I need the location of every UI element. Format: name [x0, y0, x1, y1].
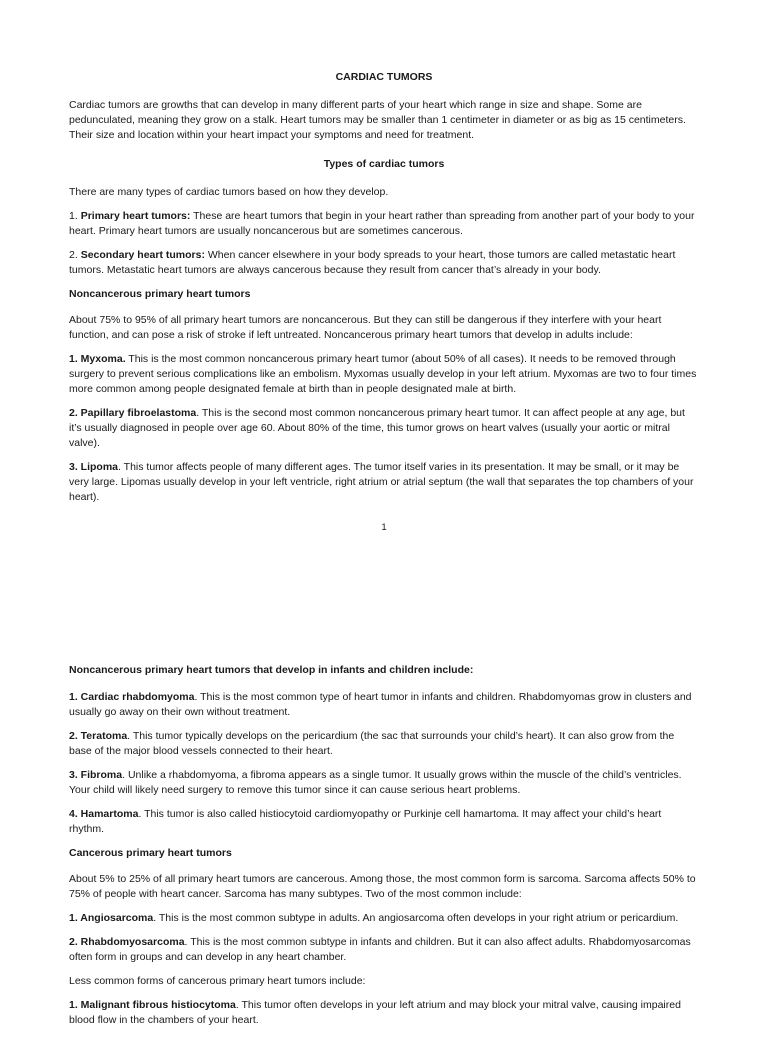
- list-item-teratoma: 2. Teratoma. This tumor typically develops on the pericardium (the sac that surrounds your child’s heart). It can also grow from the base of the major blood vessels connected to their heart.: [69, 730, 675, 757]
- list-item-malignant-fibrous-histiocytoma: 1. Malignant fibrous histiocytoma. This tumor often develops in your left atrium and may block your mitral valve, causing impaired blood flow in the chambers of your heart.: [69, 999, 681, 1026]
- noncancerous-intro-paragraph: About 75% to 95% of all primary heart tumors are noncancerous. But they can still be dangerous if they interfere with your heart function, and can pose a risk of stroke if left untreated. Noncancerous primary heart tumors that develop in adults include:: [69, 314, 662, 341]
- children-heading: Noncancerous primary heart tumors that develop in infants and children include:: [69, 664, 474, 676]
- list-item-fibroma: 3. Fibroma. Unlike a rhabdomyoma, a fibroma appears as a single tumor. It usually grows within the muscle of the child’s ventricles. Your child will likely need surgery to remove this tumor since it can cause serious heart problems.: [69, 769, 682, 796]
- type-secondary-paragraph: 2. Secondary heart tumors: When cancer elsewhere in your body spreads to your heart, those tumors are called metastatic heart tumors. Metastatic heart tumors are always cancerous because they result from cancer that’s already in your body.: [69, 249, 676, 276]
- list-item-myxoma: 1. Myxoma. This is the most common noncancerous primary heart tumor (about 50% of all cases). It needs to be removed through surgery to prevent serious complications like an embolism. Myxomas usually develop in your left atrium. Myxomas are two to four times more common among people designated female at birth than in people designated male at birth.: [69, 353, 697, 395]
- document-title: CARDIAC TUMORS: [335, 71, 433, 83]
- noncancerous-heading: Noncancerous primary heart tumors: [69, 288, 251, 300]
- types-intro-paragraph: There are many types of cardiac tumors based on how they develop.: [69, 186, 389, 198]
- list-item-papillary-fibroelastoma: 2. Papillary fibroelastoma. This is the second most common noncancerous primary heart tumor. It can affect people at any age, but it’s usually diagnosed in people over age 60. About 80% of the time, this tumor grows on heart valves (usually your aortic or mitral valve).: [69, 407, 685, 449]
- type-primary-paragraph: 1. Primary heart tumors: These are heart tumors that begin in your heart rather than spreading from another part of your body to your heart. Primary heart tumors are usually noncancerous but are sometimes cancerous.: [69, 210, 695, 237]
- list-item-cardiac-rhabdomyoma: 1. Cardiac rhabdomyoma. This is the most common type of heart tumor in infants and children. Rhabdomyomas grow in clusters and usually go away on their own without treatment.: [69, 691, 692, 718]
- document-page-2: [0, 663, 768, 1037]
- type-secondary-label: Secondary heart tumors:: [80, 249, 205, 261]
- list-item-rhabdomyosarcoma: 2. Rhabdomyosarcoma. This is the most common subtype in infants and children. But it can also affect adults. Rhabdomyosarcomas often form in groups and can develop in any heart chamber.: [69, 936, 691, 963]
- list-item-lipoma: 3. Lipoma. This tumor affects people of many different ages. The tumor itself varies in its presentation. It may be small, or it may be very large. Lipomas usually develop in your left ventricle, right atrium or atrial septum (the wall that separates the top chambers of your heart).: [69, 461, 694, 503]
- less-common-intro-paragraph: Less common forms of cancerous primary heart tumors include:: [69, 975, 366, 987]
- page-number: 1: [381, 522, 387, 533]
- cancerous-intro-paragraph: About 5% to 25% of all primary heart tumors are cancerous. Among those, the most common form is sarcoma. Sarcoma affects 50% to 75% of people with heart cancer. Sarcoma has many subtypes. Two of the most common include:: [69, 873, 696, 900]
- intro-paragraph: Cardiac tumors are growths that can develop in many different parts of your heart which range in size and shape. Some are pedunculated, meaning they grow on a stalk. Heart tumors may be smaller than 1 centimeter in diameter or as big as 15 centimeters. Their size and location within your heart impact your symptoms and need for treatment.: [69, 99, 686, 141]
- document-page-1: [0, 70, 768, 514]
- types-heading: Types of cardiac tumors: [323, 158, 445, 170]
- list-item-angiosarcoma: 1. Angiosarcoma. This is the most common subtype in adults. An angiosarcoma often develops in your right atrium or pericardium.: [69, 912, 679, 924]
- cancerous-heading: Cancerous primary heart tumors: [69, 847, 232, 859]
- list-item-hamartoma: 4. Hamartoma. This tumor is also called histiocytoid cardiomyopathy or Purkinje cell hamartoma. It may affect your child’s heart rhythm.: [69, 808, 662, 835]
- type-primary-label: Primary heart tumors:: [80, 210, 191, 222]
